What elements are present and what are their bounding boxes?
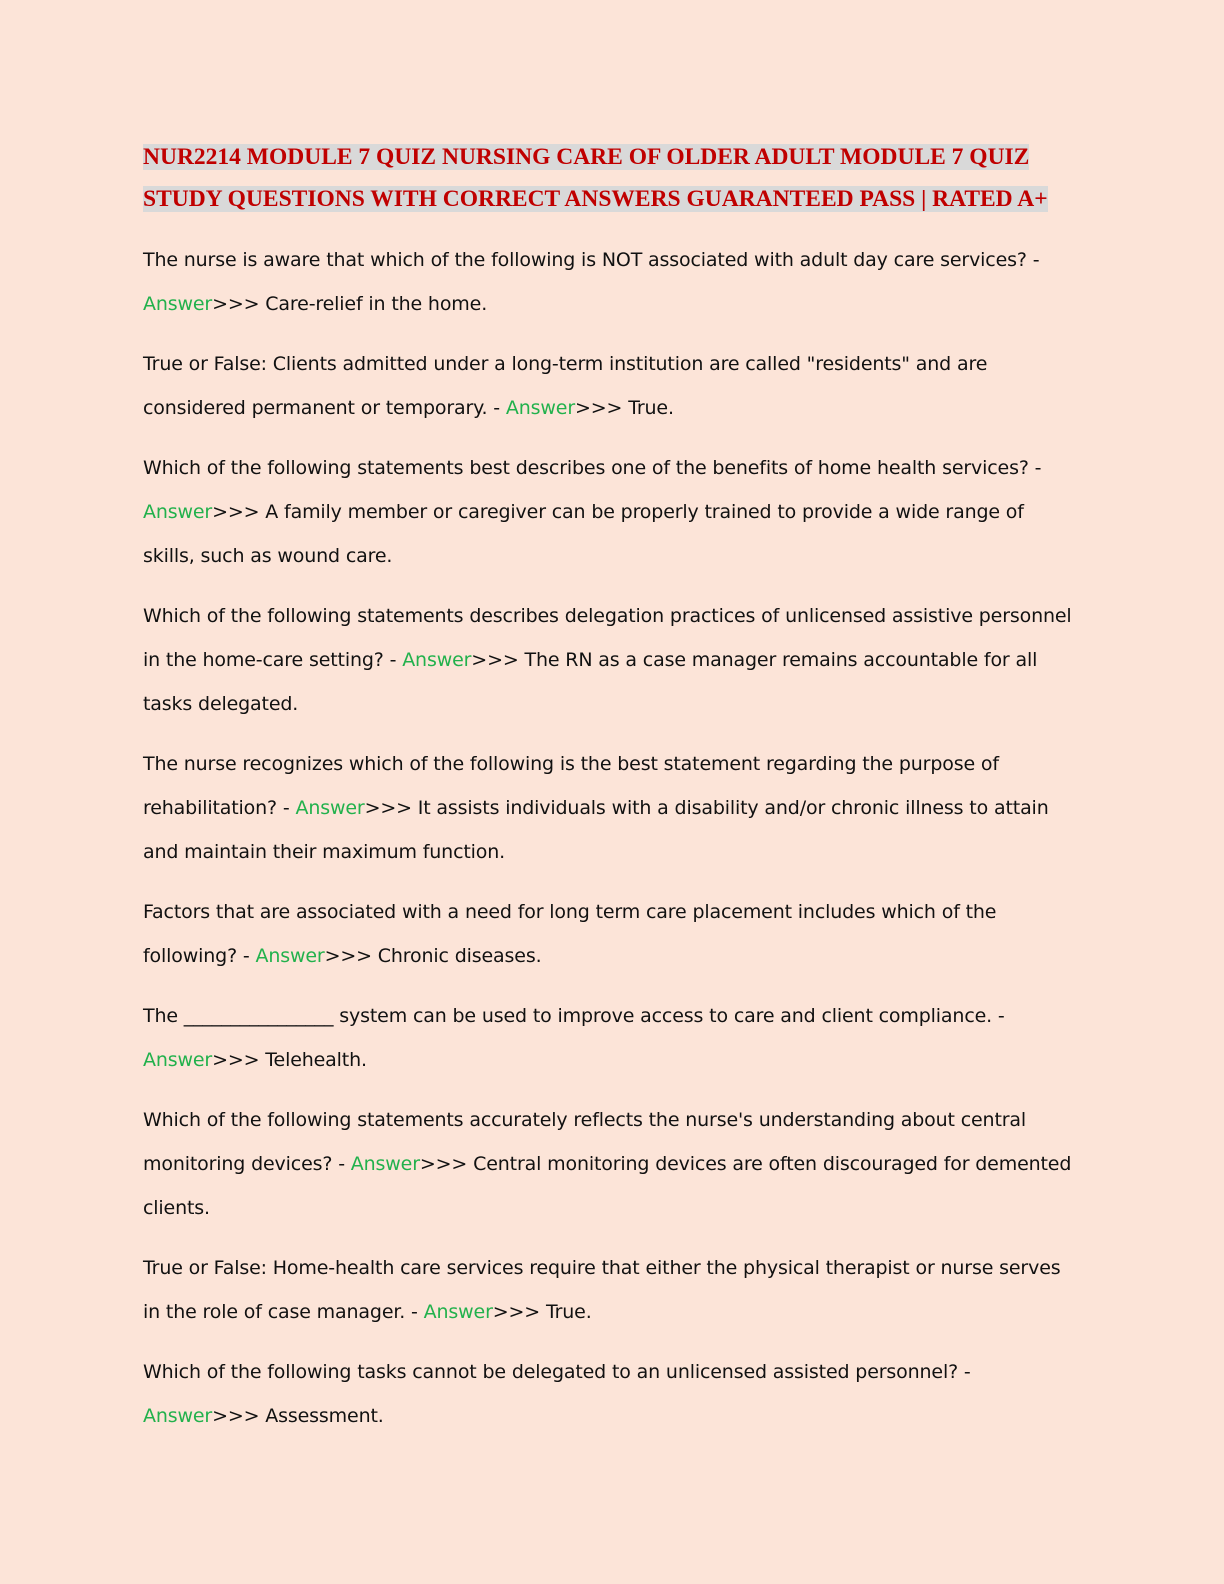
answer-marker: >>> — [492, 1301, 541, 1323]
qa-item-2 — [143, 342, 1078, 430]
answer-label: Answer — [143, 501, 213, 523]
answer-marker: >>> — [324, 945, 372, 967]
qa-item-4 — [143, 594, 1078, 726]
answer-marker: >>> — [575, 397, 623, 419]
qa-item-6 — [143, 890, 1078, 978]
question-text: The nurse recognizes which of the following is the best statement regarding the purpose of rehabilitation? - — [143, 753, 999, 819]
document-page — [143, 136, 1078, 1454]
answer-text: True. — [622, 397, 674, 419]
answer-label: Answer — [505, 397, 575, 419]
question-text: Which of the following tasks cannot be delegated to an unlicensed assisted personnel? - — [143, 1361, 971, 1383]
answer-marker: >>> — [419, 1153, 468, 1175]
qa-item-9 — [143, 1246, 1078, 1334]
question-text: Which of the following statements best describes one of the benefits of home health services? - — [143, 457, 1042, 479]
answer-text: True. — [540, 1301, 592, 1323]
answer-marker: >>> — [471, 649, 519, 671]
answer-label: Answer — [143, 1049, 213, 1071]
answer-text: Central monitoring devices are often discouraged for demented clients. — [143, 1153, 1072, 1219]
answer-label: Answer — [350, 1153, 420, 1175]
qa-item-8 — [143, 1098, 1078, 1230]
answer-marker: >>> — [212, 293, 260, 315]
qa-item-10 — [143, 1350, 1078, 1438]
answer-text: Chronic diseases. — [371, 945, 542, 967]
document-title — [143, 136, 1078, 220]
question-text: True or False: Clients admitted under a long-term institution are called "residents" and are considered permanent or temporary. - — [143, 353, 988, 419]
qa-item-3 — [143, 446, 1078, 578]
answer-label: Answer — [255, 945, 325, 967]
answer-text: Care-relief in the home. — [259, 293, 488, 315]
answer-label: Answer — [295, 797, 365, 819]
answer-text: Telehealth. — [259, 1049, 367, 1071]
question-text: The ________________ system can be used to improve access to care and client compliance. - — [143, 1005, 1005, 1027]
answer-label: Answer — [143, 293, 213, 315]
answer-label: Answer — [402, 649, 472, 671]
answer-text: The RN as a case manager remains accountable for all tasks delegated. — [143, 649, 1038, 715]
answer-marker: >>> — [212, 1405, 260, 1427]
answer-text: Assessment. — [259, 1405, 384, 1427]
answer-marker: >>> — [212, 1049, 260, 1071]
answer-label: Answer — [423, 1301, 493, 1323]
answer-text: It assists individuals with a disability and/or chronic illness to attain and maintain their maximum function. — [143, 797, 1049, 863]
document-title-text: NUR2214 MODULE 7 QUIZ NURSING CARE OF OLDER ADULT MODULE 7 QUIZ STUDY QUESTIONS WITH CORRECT ANSWERS GUARANTEED PASS | RATED A+ — [143, 144, 1048, 212]
qa-item-1 — [143, 238, 1078, 326]
question-text: Which of the following statements describes delegation practices of unlicensed assistive personnel in the home-care setting? - — [143, 605, 1072, 671]
question-text: Factors that are associated with a need for long term care placement includes which of the following? - — [143, 901, 997, 967]
qa-item-7 — [143, 994, 1078, 1082]
question-text: Which of the following statements accurately reflects the nurse's understanding about central monitoring devices? - — [143, 1109, 1027, 1175]
question-text: True or False: Home-health care services require that either the physical therapist or nurse serves in the role of case manager. - — [143, 1257, 1061, 1323]
qa-item-5 — [143, 742, 1078, 874]
question-text: The nurse is aware that which of the following is NOT associated with adult day care services? - — [143, 249, 1040, 271]
answer-label: Answer — [143, 1405, 213, 1427]
answer-text: A family member or caregiver can be properly trained to provide a wide range of skills, such as wound care. — [143, 501, 1024, 567]
answer-marker: >>> — [364, 797, 412, 819]
answer-marker: >>> — [212, 501, 260, 523]
